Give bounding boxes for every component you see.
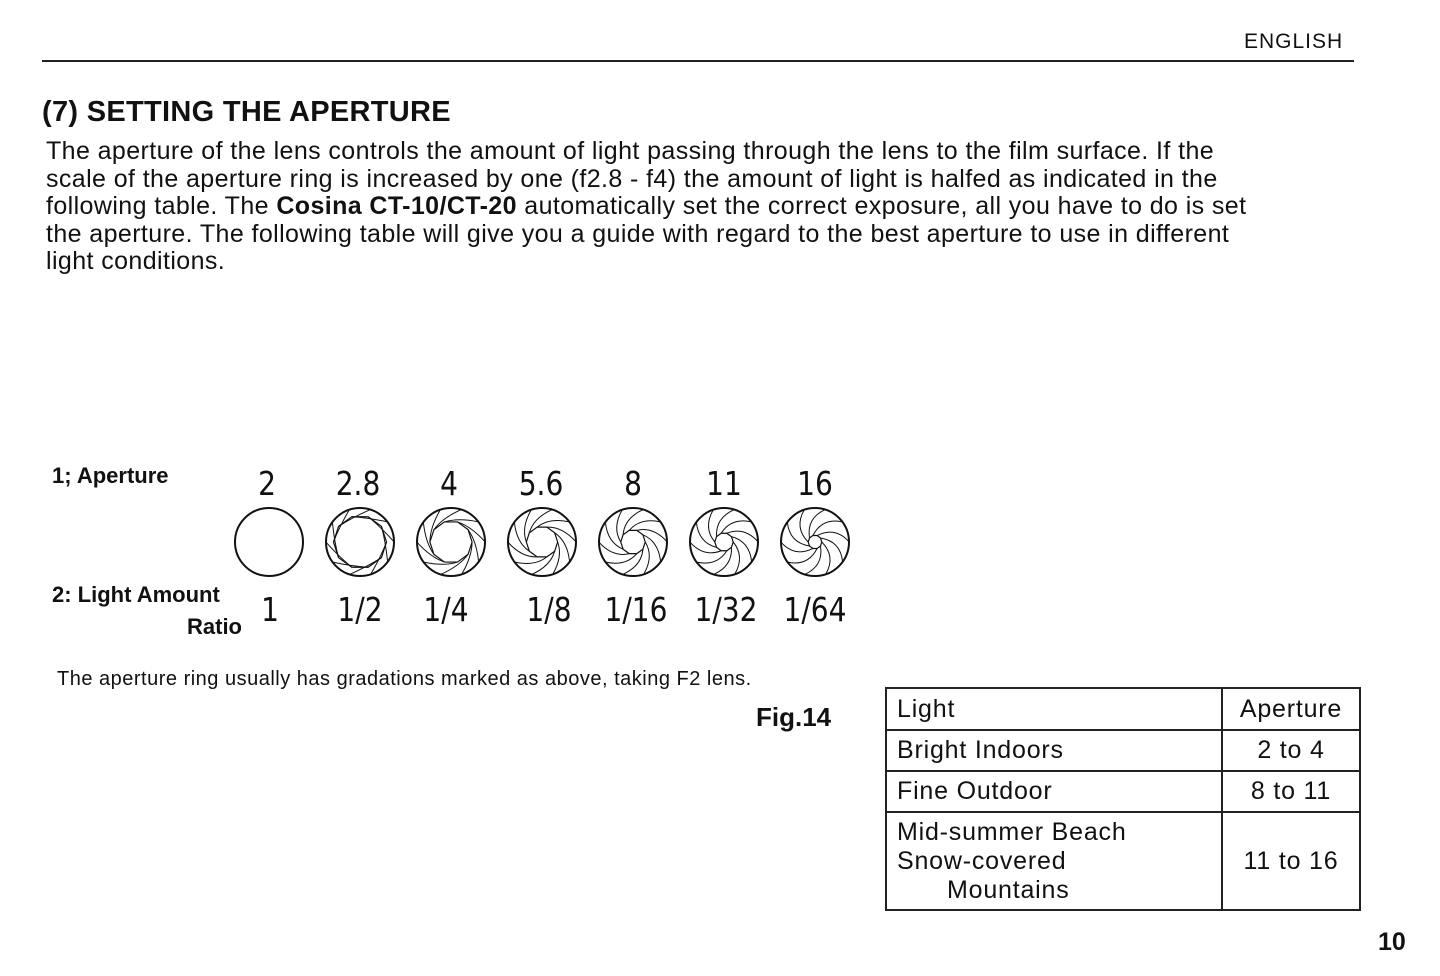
section-title: (7) SETTING THE APERTURE <box>42 96 451 128</box>
ratio-1-4: 1/4 <box>423 590 469 629</box>
f-number-11: 11 <box>706 464 742 503</box>
f-number-5-6: 5.6 <box>518 464 564 503</box>
ratio-1-8: 1/8 <box>526 590 572 629</box>
header-rule <box>42 60 1354 62</box>
paragraph-text-1: The aperture of the lens controls the amount of light passing through the lens to the film surface. If the scale of the aperture ring is increased by one (f2.8 - f4) the amount of light is halfed as indicated in the following table. The <box>46 137 1218 220</box>
header-aperture: Aperture <box>1222 688 1360 730</box>
iris-diagram-f8 <box>596 505 670 579</box>
section-paragraph <box>46 138 1256 276</box>
light-condition-line: Mid-summer Beach <box>897 817 1127 846</box>
figure-label: Fig.14 <box>756 702 832 732</box>
paragraph-model-name: Cosina CT-10/CT-20 <box>276 192 517 220</box>
f-number-16: 16 <box>797 464 833 503</box>
light-ratio-label: 2: Light Amount <box>52 582 220 607</box>
aperture-guide-table <box>885 687 1361 911</box>
paragraph-text-2: automatically set the correct exposure, all you have to do is set the aperture. The following table will give you a guide with regard to the best aperture to use in different light conditions. <box>46 192 1247 275</box>
language-label: ENGLISH <box>1244 30 1344 53</box>
iris-diagram-f4 <box>414 505 488 579</box>
table-row <box>886 730 1360 771</box>
iris-diagram-f2 <box>232 505 306 579</box>
ratio-1-64: 1/64 <box>783 590 847 629</box>
light-condition: Fine Outdoor <box>886 771 1222 812</box>
f-number-2: 2 <box>258 464 276 503</box>
aperture-row-label: 1; Aperture <box>52 463 169 488</box>
iris-diagram-f16 <box>778 505 852 579</box>
light-condition <box>886 812 1222 910</box>
f-number-8: 8 <box>624 464 642 503</box>
iris-diagram-f11 <box>687 505 761 579</box>
iris-diagram-f2-8 <box>323 505 397 579</box>
light-condition-line: Snow-covered <box>897 846 1067 875</box>
light-condition-line: Mountains <box>947 875 1070 904</box>
f-number-2-8: 2.8 <box>335 464 381 503</box>
ratio-1: 1 <box>261 590 279 629</box>
aperture-range: 2 to 4 <box>1222 730 1360 771</box>
f-number-4: 4 <box>440 464 458 503</box>
aperture-range: 8 to 11 <box>1222 771 1360 812</box>
aperture-range: 11 to 16 <box>1222 812 1360 910</box>
ratio-1-16: 1/16 <box>604 590 668 629</box>
header-light: Light <box>886 688 1222 730</box>
page-number: 10 <box>1378 928 1406 956</box>
ratio-1-2: 1/2 <box>337 590 383 629</box>
table-header-row <box>886 688 1360 730</box>
light-condition: Bright Indoors <box>886 730 1222 771</box>
ratio-1-32: 1/32 <box>694 590 758 629</box>
figure-caption: The aperture ring usually has gradations marked as above, taking F2 lens. <box>57 668 752 690</box>
iris-diagram-f5-6 <box>505 505 579 579</box>
table-row <box>886 812 1360 910</box>
light-ratio-label-2: Ratio <box>187 614 242 639</box>
table-row <box>886 771 1360 812</box>
